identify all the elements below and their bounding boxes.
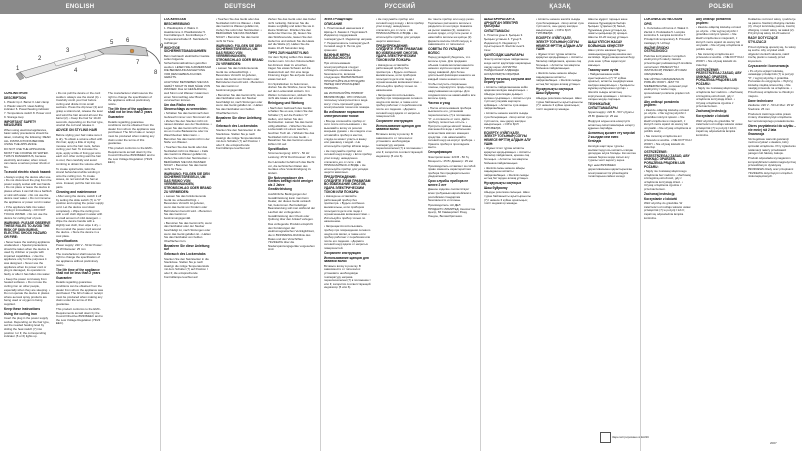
instruction-paragraph: • Запрещается использовать прибор при повреждении сетевого шнура или вилки, а также если прибор работает с перебоями или после его падения. • Держите сетевой шнур вдали от нагретых поверхностей. xyxy=(376,92,423,119)
callout-3: 3 xyxy=(66,48,70,54)
section-divider xyxy=(480,14,481,451)
instruction-paragraph: Włóż wtyczkę do gniazdka. W zależności od rodzaju włosów ustaw przełącznik (7) w pozycji I lub II; zapali się odpowiednia lampka kontrolna. xyxy=(696,118,743,137)
section-heading: СОВЕТЫ ПО УКЛАДКЕ ВОЛОС xyxy=(428,47,464,55)
instruction-paragraph: Details regarding guarantee conditions can be obtained from the dealer from whom the appliance was purchased. The bill of sale or receipt must be produced when making any claim under the terms of this guarantee. xyxy=(108,119,156,146)
section-heading: Чистка и уход xyxy=(428,101,451,106)
section-heading: The life time of the appliance shall not be less than 2 years xyxy=(108,106,153,115)
instruction-paragraph: 1. Пластик ұшы 2. Қысқыш 3. Қысқыш ұстағыш 4. Тұғыр 5. Индикатор 6. Индикатор 7. Ауыстырғыш 8. Желілік сым 9. Ілгек xyxy=(484,33,525,52)
instruction-paragraph: 1. Plastikspitze 2. Walze 3. Haarklemme 4. Plastikständer 5. Kontrolllampe 6. Kontrolllampe 7. Temperaturschalter 8. Netzkabel 9. Aufhänger xyxy=(164,26,209,45)
instruction-paragraph: NIE UŻYWAJ URZĄDZENIA W POBLIŻU WODY. JEST TO NIEBEZPIECZNE, ponieważ prąd elektryczny i woda mogą spowodować porażenie prądem lub pożar. xyxy=(644,76,690,99)
section-heading: Нұсқаулықты сақтаңыз xyxy=(536,86,574,91)
instruction-paragraph: Ausführliche Bedingungen der Gewährleistung kann man beim Dealer, der dieses Gerät verkauft hat, bekommen. Bei beliebiger Beanstandung soll man während der Laufzeit der vorliegenden Gewährleistung den Check oder Quittung über den Ankauf vorlegen. xyxy=(268,192,316,222)
section-heading: LOKÓWKA DO WŁOSÓW xyxy=(644,18,683,21)
instruction-paragraph: Insert the plug in the power supply socket. Depending on the hair type, set the needed heating level by sliding the heat switch (7) into position I or II; the corresponding indicator (5 or 6) lights up. xyxy=(4,316,50,339)
section-heading: Gebrauch des Lockenstabs xyxy=(164,251,206,256)
instruction-paragraph: • Schalten Sie das Gerät nach dem Gebrauch immer vom Stromnetz ab. • Ziehen Sie den Stecker nicht mit nassen Händen aus der Steckdose. • Legen Sie das Gerät nicht an Orte, wo es in eine Badewanne oder ins Waschbecken fallen kann. • Benutzen Sie das Gerät nicht in der Nähe von Wasser. xyxy=(164,111,212,145)
section-heading: ОПИСАНИЕ xyxy=(324,21,343,26)
section-heading: To avoid electric shock hazard: xyxy=(4,170,52,175)
instruction-paragraph: Электр аспаптарын пайдаланған кезде негізгі қауіпсіздік шараларын сақтау керек: АСПАПТЫ ПАЙДАЛАНАР АЛДЫНДА НҰСҚАУЛЫҚТЫ ОҚЫҢЫЗ. xyxy=(484,57,531,76)
english-column-2 xyxy=(56,92,104,447)
instruction-paragraph: • Tauchen Sie das Gerät oder das Netzkabel nicht ins Wasser. • Falls das Gerät ins Wasser gefallen ist, ziehen Sie sofort den Netzstecker. • BERÜHREN SIE DAS WASSER NICHT. • Benutzen Sie das Gerät nicht für Tiere. xyxy=(164,145,210,171)
russian-column-3 xyxy=(428,18,476,449)
callout-5: 5 xyxy=(110,40,114,46)
section-heading: Сохраните инструкцию xyxy=(324,250,361,255)
instruction-paragraph: 1. Plastic tip 2. Barrel 3. Hair clamp 4. Plastic stand 5. Heat-holding indicator 6. Power/heating indicator 7. Temperature switch 8. Power cord 9. Storage loop xyxy=(4,100,51,119)
polish-column-2 xyxy=(696,18,744,449)
section-heading: ШАШ БҰЙРАЛАУҒА АРНАЛҒАН ЭЛЕКТРЛІ ҚЫСҚЫШ xyxy=(484,18,519,29)
section-heading: OPIS xyxy=(644,21,652,26)
section-heading: RADY DOTYCZĄCE STYLIZACJI xyxy=(748,36,778,44)
instruction-paragraph: • Nigdy nie zostawiaj włączonego urządzenia bez nadzoru. • Zachowaj szczególną ostrożność, gdy z urządzenia korzystają dzieci. • Używaj urządzenia zgodnie z przeznaczeniem. xyxy=(696,86,743,109)
section-heading: Okres przydatności do użytku – nie mniej niż 2 lata xyxy=(748,123,796,132)
polish-column-1 xyxy=(644,18,692,449)
section-heading: ҚАУІПСІЗДІК ШАРАЛАРЫ xyxy=(484,52,524,57)
section-heading: Gewährleistung xyxy=(268,187,292,192)
instruction-paragraph: Producent zastrzega sobie prawo zmiany charakterystyk urządzenia bez wcześniejszego powiadomienia. xyxy=(748,111,795,123)
instruction-paragraph: • Не погружайте прибор или сетевой шнур в воду. • Если прибор упал в воду, немедленно отключите его от сети. • НЕ ПРИКАСАЙТЕСЬ К ВОДЕ. • Не используйте прибор для укладки шерсти животных. xyxy=(324,148,372,175)
instruction-paragraph: • Запрещается использовать прибор при повреждении сетевого шнура или вилки, а также если прибор работает с перебоями или после его падения. • Держите сетевой шнур вдали от нагретых поверхностей. xyxy=(324,224,371,250)
callout-6: 6 xyxy=(126,38,130,44)
section-heading: WICHTIGE SICHERHEITSMAßNAHMEN xyxy=(164,45,207,54)
instruction-paragraph: Produkt odpowiada wymaganiom kompatybilności elektromagnetycznej przewidzianym dyrektywą 89/336/EWG Rady oraz przepisami 73/23/EWG dotyczącymi urządzeń niskonapięciowych. xyxy=(748,156,796,179)
english-column-1 xyxy=(4,92,52,447)
section-heading: WARNING: PLEASE OBSERVE THESE RULES TO AVOID THE RISK OF SKIN BURNS, ELECTRIC SHOCK HAZARD OR FIRE: xyxy=(4,220,51,239)
instruction-paragraph: Stecken Sie den Netzstecker in die Steckdose. Stellen Sie je nach Haartyp die nötige Temperaturstufe mit dem Schalter (7) auf Position I oder II; die entsprechende Kontrolllampe leuchtet auf. xyxy=(216,128,262,151)
instruction-paragraph: DO NOT USE THE APPLIANCE MOST THE COURSE OF WATER. THIS IS DANGEROUS, because electricity and water, when mixed, can cause a serious power shock or fire. xyxy=(4,147,51,170)
section-heading: The life time of the appliance shall not be less than 2 years xyxy=(56,267,101,276)
callout-8: 8 xyxy=(154,70,158,76)
instruction-paragraph: Қоректендіру: 220 В - 50 Гц Қуаты: 25 Вт Диаметрі: 25 мм xyxy=(588,110,635,119)
section-heading: Aby uniknąć porażenia prądem: xyxy=(696,18,731,25)
section-heading: Dane techniczne xyxy=(748,98,774,103)
instruction-paragraph: This product conforms to the EMC-Requirements as laid down by the Council Directive 89/336/EEC and to the Low Voltage Regulation (73/23 EEC). xyxy=(56,306,103,326)
section-heading: DESCRIPTION xyxy=(4,95,26,100)
section-heading: BESCHREIBUNG xyxy=(164,21,190,26)
section-heading: Gwarancja xyxy=(748,132,765,137)
instruction-paragraph: Шашты мұқият тараңыз және кішкене бұрымдарға бөліңіз. Қысқыш тұтқасын (3) басып, бұрымның ұшын ұстаңыз да, шашты қысқышқа (2) ораңыз. Шашты 10-20 секунд ұстаңыз. xyxy=(588,18,629,39)
section-heading: OSTRZEŻENIE: PRZESTRZEGAJ ZASAD, ABY UNIKNĄĆ OPARZEŃ, PORAŻENIA PRĄDEM LUB POŻARU: xyxy=(644,150,690,169)
section-heading: Keep these instructions xyxy=(4,306,41,311)
instruction-paragraph: Вставьте вилку в розетку. В зависимости от типа волос установите необходимую температуру нагрева переключателем (7) в положение I или II; загорится соответствующий индикатор (5 или 6). xyxy=(324,263,371,290)
instruction-paragraph: Кепілдік шарттары туралы мәліметтерді осы аспапты сатқан дилерден алуға болады. Кез келген шағым берген кезде сатып алу туралы чекті көрсету керек. xyxy=(588,143,636,163)
section-heading: Использование щипцов для завивки волос xyxy=(376,123,421,132)
section-heading: LOCKENSTAB xyxy=(164,18,186,21)
instruction-paragraph: • Аспапты немесе желілік сымды суға батырмаңыз. • Егер аспап суға түсіп кетсе, оны дереу желіден ажыратыңыз. • СУҒА ҚОЛ ТИГІЗБЕҢІЗ. xyxy=(484,111,532,130)
instruction-paragraph: • Benutzen Sie das Gerät nicht, wenn das Netzkabel oder der Stecker beschädigt ist, nach Störungen oder wenn das Gerät gefallen ist. • Halten Sie das Netzkabel von heißen Oberflächen fern. xyxy=(216,92,264,115)
footer-year: 2007 xyxy=(770,441,777,445)
instruction-paragraph: • Keep the power cord away from heated surfaces. • Do not use the curling iron on other people, especially when they are sleeping. • Do not operate the device in places where aerosol spray products are being used or oxygen is being supplied. xyxy=(4,276,50,306)
deutsch-column-2 xyxy=(216,18,264,449)
instruction-paragraph: • Nigdy nie zostawiaj włączonego urządzenia bez nadzoru. • Zachowaj szczególną ostrożność, gdy z urządzenia korzystają dzieci. • Używaj urządzenia zgodnie z przeznaczeniem. xyxy=(644,169,691,192)
instruction-paragraph: To create spiral locks, twist the strand beforehand while winding it onto the curling iron. To create waves, do not wind all the hair at once. Instead, pull the hair into two parts. xyxy=(56,166,101,189)
instruction-paragraph: Power supply: 220 V - 50 Hz Power: 25 W Diameter: 25 mm xyxy=(56,243,103,251)
instruction-paragraph: НЕ ИСПОЛЬЗУЙТЕ ПРИБОР ВБЛИЗИ ВОДЫ. ЭТО ОПАСНО, поскольку электричество и вода могут стать причиной удара электрическим током или пожара. xyxy=(324,91,370,110)
header-deutsch: DEUTSCH xyxy=(224,4,256,10)
instruction-paragraph: Um Spirallocken zu bekommen, drehen Sie die Strähne, bevor Sie sie auf den Lockenstab wickeln. Um Wellen zu bekommen, wickeln Sie nicht alle Haare auf einmal. xyxy=(268,81,316,101)
section-heading: Korzystanie z lokówki xyxy=(696,114,730,119)
deutsch-column-3 xyxy=(268,18,316,449)
header-english: ENGLISH xyxy=(65,4,95,10)
section-heading: Gebrauch des Lockenstabs xyxy=(216,123,258,128)
instruction-paragraph: Przed stylizacją upewnij się, że włosy są suche. Aby uzyskać efekt objętości cienkich włosów, nałóż trochę pianki u nasady przed kręceniem. xyxy=(748,44,796,63)
instruction-paragraph: Szczegółowe warunki gwarancji można uzyskać u dealera, który sprzedał urządzenie. Przy zgłaszaniu reklamacji należy przedstawić paragon lub fakturę zakupu. xyxy=(748,136,796,156)
instruction-paragraph: • After using the device, switch it off by setting the slide switch (7) to "0" position and unplug the power supply cord. Let the device cool down completely. • Wipe the curling iron with a soft cloth dipped in water with a small amount of mild detergent. • Wipe the device handle with a slightly wet cloth, then wipe it dry. • Do not wind the power cord around the device. • Store the device in a cool place. xyxy=(56,194,104,238)
instruction-paragraph: Stecken Sie den Netzstecker in die Steckdose. Stellen Sie je nach Haartyp die nötige Temperaturstufe mit dem Schalter (7) auf Position I oder II; die entsprechende Kontrolllampe leuchtet auf. xyxy=(164,256,210,279)
section-heading: Korzystanie z lokówki xyxy=(644,196,678,201)
instruction-paragraph: Włóż wtyczkę do gniazdka. W zależności od rodzaju włosów ustaw przełącznik (7) w pozycji I lub II; zapali się odpowiednia lampka kontrolna. xyxy=(644,201,691,220)
instruction-paragraph: • Nie zanurzaj urządzenia ani przewodu w wodzie. • NIE DOTYKAJ WODY. • Nie używaj lokówki do zwierząt. xyxy=(696,51,744,67)
instruction-paragraph: Beim Gebrauch elektrischer Geräte sollen folgende Sicherheitsmaßnahmen getroffen werden: LESEN SIE AUFMERKSAM DIE BEDIENUNGSANLEITUNG VOR DEM GEBRAUCH DES GERÄTS. xyxy=(164,53,212,80)
instruction-paragraph: • Аспапты пайдаланғаннан кейін әрқашан желіден ажыратыңыз. • Айырды розеткадан дымқыл қолмен суырмаңыз. • Аспапты суға түсіп кетуі мүмкін жерлерге қоймаңыз. • Аспапты суға жақын пайдаланбаңыз. xyxy=(484,84,531,111)
deutsch-column-1 xyxy=(164,18,212,449)
instruction-paragraph: • If the appliance falls into water, unplug it immediately. • DO NOT TOUCH WATER. • Do not use the device for curling hair of pets. xyxy=(4,204,48,220)
callout-1: 1 xyxy=(16,66,20,72)
section-heading: Аспаптың қызмет ету мерзімі 2 жылдан кем емес xyxy=(588,131,635,139)
section-heading: Кепілдік xyxy=(588,139,602,144)
instruction-paragraph: Podczas korzystania z urządzeń elektrycznych należy zawsze przestrzegać podstawowych środków ostrożności: PRZECZYTAJ INSTRUKCJĘ PRZED UŻYCIEM URZĄDZENIA. xyxy=(644,53,692,76)
instruction-paragraph: • Никогда не оставляйте работающий прибор без присмотра. • Будьте особенно внимательны, если прибором пользуются дети или люди с ограниченными возможностями. • Используйте прибор только по назначению. xyxy=(324,194,370,224)
instruction-paragraph: • Не погружайте прибор или сетевой шнур в воду. • Если прибор упал в воду, немедленно отключите его от сети. • НЕ ПРИКАСАЙТЕСЬ К ВОДЕ. • Не используйте прибор для укладки шерсти животных. xyxy=(376,18,424,43)
section-heading: IMPORTANT SAFETY MEASURES xyxy=(4,119,37,128)
section-heading: ШАШ ҮЛГІСІН ЖАСАУ БОЙЫНША КЕҢЕСТЕР xyxy=(588,39,624,48)
instruction-paragraph: Stromversorgung: 220 V - 50 Hz Leistung: 25 W Durchmesser: 25 mm xyxy=(268,151,316,159)
instruction-paragraph: This product conforms to the EMC-Requirements as laid down by the Council Directive 89/336/EEC and to the Low Voltage Regulation (73/23 EEC). xyxy=(108,146,155,165)
instruction-paragraph: • Жұмыс істеп тұрған аспапты қараусыз қалдырмаңыз. • Аспапты балалар пайдаланса, ерекше сақ болыңыз. • Аспапты тек мақсаты бойынша пайдаланыңыз. xyxy=(484,146,531,165)
kazakh-column-3 xyxy=(588,18,636,449)
section-heading: ВАЖНЫЕ МЕРЫ БЕЗОПАСНОСТИ xyxy=(324,52,351,61)
section-heading: Reinigung und Wartung xyxy=(268,101,304,106)
instruction-paragraph: ACHTUNG! BETREIBEN SIE DAS GERÄT NICHT IN DER NÄHE VON WASSER. Das ist GEFÄHRLICH, weil Strom und Wasser zusammen einen Stromschlag oder Brand verursachen können. xyxy=(164,80,210,103)
section-heading: Cleaning and maintenance xyxy=(56,189,97,194)
section-divider xyxy=(320,14,321,451)
instruction-paragraph: • Zawsze odłączaj lokówkę od sieci po użyciu. • Nie wyjmuj wtyczki z gniazdka mokrymi rękami. • Nie kładź urządzenia w miejscach, z których może wpaść do wanny lub umywalki. • Nie używaj urządzenia w pobliżu wody. xyxy=(696,25,744,51)
instruction-paragraph: • После использования прибора выключите его, установив переключатель (7) в положение "0", и отключите от сети. Дайте прибору полностью остыть. • Протрите щипцы мягкой тканью, смоченной в воде с небольшим количеством мягкого моющего средства. • Не наматывайте сетевой шнур на корпус прибора. • Храните прибор в прохладном месте. xyxy=(428,105,475,150)
header-kazakh: ҚАЗАҚ xyxy=(549,4,571,10)
instruction-paragraph: • Nie zanurzaj urządzenia ani przewodu w wodzie. • NIE DOTYKAJ WODY. • Nie używaj lokówki do zwierząt. xyxy=(644,134,692,150)
instruction-paragraph: • Nach dem Gebrauch des Geräts schalten Sie es aus, indem Sie den Schalter (7) auf die Position "0" stellen, und ziehen Sie den Netzstecker. Lassen Sie das Gerät völlig abkühlen. • Wischen Sie den Lockenstab mit einem weichen, feuchten Tuch ab. • Wickeln Sie das Netzkabel nicht um das Gerät. • Bewahren Sie das Gerät an einem kühlen Ort auf. xyxy=(268,105,315,146)
section-heading: WAŻNE ŚRODKI OSTROŻNOŚCI xyxy=(644,45,669,54)
kazakh-column-1 xyxy=(484,18,532,449)
header-polish: POLSKI xyxy=(708,4,734,10)
callout-2: 2 xyxy=(38,56,42,62)
instruction-paragraph: Ziehen Sie das Gerät oder das Kabel nicht ruckartig. Kämmen Sie die Haare sorgfältig und teilen Sie sie in kleine Strähnen. Drücken Sie den Hebel der Klemme (3), fassen Sie das Strähnenende, lassen Sie den Hebel los und wickeln Sie die Haare auf die Walze (2). Halten Sie die Haare 10-20 Sekunden lang. xyxy=(268,18,316,50)
instruction-paragraph: Не тяните прибор или шнур резко. Тщательно расчешите волосы и разделите их на пряди. Нажмите на рычаг зажима (3), захватите кончик пряди, отпустите рычаг и намотайте волосы на щипцы (2). Держите волосы 10-20 секунд, в зависимости от типа волос. xyxy=(428,18,475,47)
section-heading: ЕСКЕРТУ: КҮЙІП ҚАЛУ, ЭЛЕКТР ТОГЫНЫҢ СОҒУЫ НЕМЕСЕ ӨРТТІҢ АЛДЫН АЛУ ҮШІН: xyxy=(484,130,531,146)
section-divider xyxy=(640,14,641,451)
instruction-paragraph: Шаш үлгісін жасамас бұрын шашыңыздың құрғақ екеніне көз жеткізіңіз. Жұқа шашқа көлем беру үшін шаш түбіне аздап мусс жағыңыз. xyxy=(588,48,635,67)
instruction-paragraph: Vor dem Styling sollten Ihre Haare trocken sein. Um den Volumeneffekt bei dünnem Haar zu erreichen, tragen Sie etwas Schaum auf die Haarwurzeln auf. Für eine lange Fixierung tragen Sie auf jede Locke etwas Gel auf. xyxy=(268,55,315,81)
section-heading: Во избежание поражения электрическим током: xyxy=(324,110,365,119)
certification-mark xyxy=(600,432,611,443)
section-heading: Электр тогының соғуына жол бермеу үшін: xyxy=(484,76,532,85)
section-heading: Использование щипцов для завивки волос xyxy=(324,255,369,264)
section-heading: Тазалау және күтім xyxy=(588,67,619,72)
instruction-paragraph: Электропитание: 220 В - 50 Гц Мощность: 25 Вт Диаметр: 25 мм xyxy=(428,154,473,163)
section-heading: Guarantee xyxy=(108,114,124,119)
russian-column-1 xyxy=(324,18,372,449)
russian-column-2 xyxy=(376,18,424,449)
section-heading: WARNUNG: FOLGEN SIE DEN SICHERHEITSREGELN, UM DAS RISIKO VON VERBRENNUNGEN, STROMSCHLAG ODER BRAND ZU VERMEIDEN: xyxy=(164,171,212,194)
section-heading: ТЕХНИКАЛЫҚ СИПАТТАМАЛАРЫ xyxy=(588,102,618,110)
section-heading: Using the curling iron xyxy=(4,311,37,316)
section-heading: Спецификация xyxy=(428,150,452,155)
section-heading: Czyszczenie i konserwacja xyxy=(748,63,789,68)
section-heading: СИПАТТАМАСЫ xyxy=(484,28,510,33)
callout-4: 4 xyxy=(74,68,78,74)
instruction-paragraph: • Po użyciu wyłącz lokówkę, ustawiając przełącznik (7) w pozycji "0", i wyjmij wtyczkę z gniazdka. Pozostaw do ostygnięcia. • Wytrzyj lokówkę miękką ściereczką. • Nie nawijaj przewodu na urządzenie. • Przechowuj urządzenie w chłodnym miejscu. xyxy=(748,68,794,98)
instruction-paragraph: Производитель оставляет за собой право изменять характеристики прибора без предварительного уведомления. xyxy=(428,163,476,179)
section-heading: OSTRZEŻENIE: PRZESTRZEGAJ ZASAD, ABY UNIKNĄĆ OPARZEŃ, PORAŻENIA PRĄDEM LUB POŻARU: xyxy=(696,67,742,86)
instruction-paragraph: Чтобы получить спиральные локоны, перекрутите прядь перед накручиванием на щипцы. Для создания волн не наматывайте все волосы сразу. xyxy=(428,81,476,101)
instruction-paragraph: The manufacturer shall reserve the right to change the specification of the appliance without preliminary notice. xyxy=(56,251,101,267)
instruction-paragraph: При использовании электроприборов следует соблюдать основные меры безопасности, включая следующие: ВНИМАТЕЛЬНО ПРОЧИТАЙТЕ ИНСТРУКЦИЮ ПЕРЕД ЭКСПЛУАТАЦИЕЙ ПРИБОРА. xyxy=(324,60,365,91)
instruction-paragraph: Данное изделие соответствует всем требуемым европейским и российским стандартам безопасности и гигиены. xyxy=(428,187,472,203)
instruction-paragraph: When using electrical appliances, basic safety precautions should be taken, including the following: READ ALL INSTRUCTIONS BEFORE USING THE APPLIANCE. xyxy=(4,127,51,147)
instruction-paragraph: Der Hersteller behält sich das Recht vor, die technischen Daten des Gerätes ohne Vorankündigung zu ändern. xyxy=(268,159,315,175)
instruction-paragraph: • Никогда не оставляйте работающий прибор без присмотра. • Будьте особенно внимательны, если прибором пользуются дети или люди с ограниченными возможностями. • Используйте прибор только по назначению. xyxy=(376,62,422,92)
instruction-paragraph: Details regarding guarantee conditions can be obtained from the dealer from whom the appliance was purchased. The bill of sale or receipt must be produced when making any claim under the terms of this guarantee. xyxy=(56,280,104,306)
instruction-paragraph: Производитель: АК ДЕЛ ПРОДАКТС ЛИМИТЕД, Кенсингтон Центр, 66 Хаммерсмит Роад, Лондон, Великобритания. xyxy=(428,203,476,219)
section-heading: Zachowaj instrukcję xyxy=(696,109,727,114)
instruction-paragraph: Zasilanie: 220 V - 50 Hz Moc: 25 W Średnica: 25 mm xyxy=(748,103,794,111)
instruction-paragraph: Вставьте вилку в розетку. В зависимости от типа волос установите необходимую температуру нагрева переключателем (7) в положение I или II; загорится соответствующий индикатор (5 или 6). xyxy=(376,131,423,158)
section-heading: Specifications xyxy=(56,238,78,243)
english-column-3 xyxy=(108,92,156,447)
instruction-paragraph: • Пайдаланғаннан кейін ауыстырғышты (7) "0" күйіне орнатып, аспапты сөндіріңіз және желіден ажыратыңыз. • Қысқышты жұмсақ шүберекпен сүртіңіз. • Желілік сымды аспаптың корпусына орамаңыз. • Аспапты салқын жерде сақтаңыз. xyxy=(588,72,635,102)
callout-9: 9 xyxy=(160,44,164,50)
instruction-paragraph: Before styling your hair make sure it is dry. To obtain a volume effect with thin hair, apply a little of styling mousse onto the hair roots, before curling your hair. To increase the style, apply a little of fixing gel onto each curl. After curling wait the hair to cool, then carefully and avoid combing to obtain the volume effect. xyxy=(56,132,103,166)
callout-7: 7 xyxy=(136,60,140,66)
instruction-paragraph: Өндіруші алдын ала ескертусіз аспаптың сипаттамаларын өзгерту құқығын сақтайды. xyxy=(588,119,635,131)
section-heading: Шаш бұйралау xyxy=(536,91,560,96)
footer-note: Зарегистрировано в ЕАЭС xyxy=(612,435,650,439)
header-russian: РУССКИЙ xyxy=(384,4,416,10)
section-heading: ЭЛЕКТРОЩИПЦЫ xyxy=(324,18,353,21)
instruction-paragraph: • Жұмыс істеп тұрған аспапты қараусыз қалдырмаңыз. • Аспапты балалар пайдаланса, ерекше сақ болыңыз. • Аспапты тек мақсаты бойынша пайдаланыңыз. xyxy=(536,51,583,71)
section-heading: Срок службы прибора не менее 2 лет xyxy=(428,179,469,187)
instruction-paragraph: Айырды розеткаға салыңыз. Шаш түріне байланысты ауыстырғышты (7) I немесе II күйіне орнатыңыз; тиісті индикатор жанады. xyxy=(484,190,531,206)
section-heading: Zachowaj instrukcję xyxy=(644,192,675,197)
instruction-paragraph: • Always unplug the device after use. • Do not disconnect the plug from the power supply socket with wet hands. • Do not place or leave the device in places where it can fall into a bathtub or sink with water. • Do not use the device near water. • Do not immerse the appliance or power cord in water. xyxy=(4,174,52,204)
curling-iron-illustration xyxy=(14,28,166,88)
instruction-paragraph: Перед укладкой убедитесь, что волосы сухие. Для придания объема тонким волосам нанесите немного мусса на корни волос перед завивкой. Для более длительной фиксации нанесите на каждый локон немного геля. xyxy=(428,55,476,81)
instruction-paragraph: • Желілік сымы немесе айыры зақымданған аспапты пайдаланбаңыз. • Желілік сымды ыстық беттерден алшақ ұстаңыз. xyxy=(484,165,529,181)
kazakh-column-2 xyxy=(536,18,584,449)
instruction-paragraph: • Lassen Sie das funktionierende Gerät nie unbeaufsichtigt. • Besondere Vorsicht ist geboten, wenn das Gerät von Kindern oder Behinderten benutzt wird. • Benutzen Sie das Gerät nur bestimmungsgemäß. xyxy=(164,194,212,220)
section-heading: Нұсқаулықты сақтаңыз xyxy=(484,181,522,186)
instruction-paragraph: 1. Пластиковый наконечник 2. Щипцы 3. Зажим 4. Подставка 5. Индикатор поддержания температуры 6. Индикатор нагрева 7. Переключатель температуры 8. Сетевой шнур 9. Петля для хранения xyxy=(324,26,372,52)
section-heading: Bewahren Sie diese Anleitung auf xyxy=(164,243,210,252)
instruction-paragraph: • Желілік сымы немесе айыры зақымданған аспапты пайдаланбаңыз. • Желілік сымды ыстық беттерден алшақ ұстаңыз. xyxy=(536,71,581,86)
section-heading: Die Nutzungsdauer des Gerätes beträgt nicht weniger als 2 Jahre xyxy=(268,175,313,187)
section-heading: ADVICE ON STYLING HAIR xyxy=(56,128,98,133)
instruction-paragraph: Бұл өнім 89/336/EEC директивасымен қарастырылған электромагниттік үйлесімділік талаптарына сәйкес келеді. xyxy=(588,163,632,179)
section-heading: Сохраните инструкцию xyxy=(376,119,413,124)
section-heading: Шаш бұйралау xyxy=(484,185,508,190)
instruction-paragraph: • Аспапты немесе желілік сымды суға батырмаңыз. • Егер аспап суға түсіп кетсе, оны дереу желіден ажыратыңыз. • СУҒА ҚОЛ ТИГІЗБЕҢІЗ. xyxy=(536,18,584,36)
polish-column-3 xyxy=(748,18,796,449)
instruction-paragraph: The manufacturer shall reserve the right to change the specification of the appliance without preliminary notice. xyxy=(108,92,153,106)
section-heading: ПРЕДУПРЕЖДЕНИЕ: СЛЕДУЙТЕ ЭТИМ ПРАВИЛАМ ВО ИЗБЕЖАНИЕ ОЖОГОВ, УДАРА ЭЛЕКТРИЧЕСКИМ ТОКОМ ИЛИ ПОЖАРА: xyxy=(376,43,423,62)
instruction-paragraph: • Lassen Sie das funktionierende Gerät nie unbeaufsichtigt. • Besondere Vorsicht ist geboten, wenn das Gerät von Kindern oder Behinderten benutzt wird. • Benutzen Sie das Gerät nur bestimmungsgemäß. xyxy=(216,66,264,92)
instruction-paragraph: • Zawsze odłączaj lokówkę od sieci po użyciu. • Nie wyjmuj wtyczki z gniazdka mokrymi rękami. • Nie kładź urządzenia w miejscach, z których może wpaść do wanny lub umywalki. • Nie używaj urządzenia w pobliżu wody. xyxy=(644,107,692,134)
instruction-paragraph: Айырды розеткаға салыңыз. Шаш түріне байланысты ауыстырғышты (7) I немесе II күйіне орнатыңыз; тиісті индикатор жанады. xyxy=(536,96,583,111)
section-heading: ПРЕДУПРЕЖДЕНИЕ: СЛЕДУЙТЕ ЭТИМ ПРАВИЛАМ ВО ИЗБЕЖАНИЕ ОЖОГОВ, УДАРА ЭЛЕКТРИЧЕСКИМ ТОКОМ ИЛИ ПОЖАРА: xyxy=(324,175,371,194)
instruction-paragraph: • Tauchen Sie das Gerät oder das Netzkabel nicht ins Wasser. • Falls das Gerät ins Wasser gefallen ist, ziehen Sie sofort den Netzstecker. • BERÜHREN SIE DAS WASSER NICHT. • Benutzen Sie das Gerät nicht für Tiere. xyxy=(216,18,262,43)
instruction-paragraph: Dokładnie rozczesz włosy i podziel je na pasma. Naciśnij dźwignię zacisku (3), chwyć końcówkę pasma, zwolnij dźwignię i nawiń włosy na wałek (2). Przytrzymaj włosy 10-20 sekund. xyxy=(748,18,796,36)
section-heading: Bewahren Sie diese Anleitung auf xyxy=(216,115,262,124)
instruction-paragraph: • Benutzen Sie das Gerät nicht, wenn das Netzkabel oder der Stecker beschädigt ist, nach Störungen oder wenn das Gerät gefallen ist. • Halten Sie das Netzkabel von heißen Oberflächen fern. xyxy=(164,220,212,243)
section-heading: CURLING IRON xyxy=(4,92,28,95)
section-heading: ЕСКЕРТУ: КҮЙІП ҚАЛУ, ЭЛЕКТР ТОГЫНЫҢ СОҒУЫ НЕМЕСЕ ӨРТТІҢ АЛДЫН АЛУ ҮШІН: xyxy=(536,36,583,52)
section-heading: Um das Risiko eines Stromschlags zu vermeiden: xyxy=(164,103,208,111)
instruction-paragraph: • Never leave the working appliance unattended. • Special precautions should be taken when the device is used by children or people with impaired capabilities. • Use the appliance only for the purposes it was designed. • Never use the appliance when its power cord or plug is damaged, its operation is faulty or after it has fallen into water. xyxy=(4,239,51,276)
section-heading: Guarantee xyxy=(56,275,72,280)
instruction-paragraph: 1. Końcówka ochronna 2. Wałek 3. Zacisk 4. Podstawka 5. Lampka kontrolna 6. Lampka kontrolna 7. Przełącznik temperatury 8. Przewód zasilający 9. Uchwyt xyxy=(644,26,691,45)
section-heading: TIPPS ZUR HAARSTYLING xyxy=(268,50,309,55)
instruction-paragraph: Das vorliegende Produkt entspricht den Forderungen der elektromagnetischen Verträglichkeit, die in 89/336/EWG-Richtlinie des Rates und den Vorschriften 73/23/EWG über die Niederspannungsgeräte vorgesehen sind. xyxy=(268,222,315,252)
section-heading: Spezifikation xyxy=(268,146,288,151)
section-heading: WARNUNG: FOLGEN SIE DEN SICHERHEITSREGELN, UM DAS RISIKO VON VERBRENNUNGEN, STROMSCHLAG ODER BRAND ZU VERMEIDEN: xyxy=(216,43,264,66)
instruction-paragraph: • Do not pull the device or the cord sudden: always use the stand (4). • Carefully comb your hair before curling and divide it into small sections. Press the clip lever (3) and grasp a strand end, release the lever and wind the hair around all over the barrel (2). • Keep the hair for 10-20 seconds, depending on the hair type, unwind the curl and release it. xyxy=(56,92,104,128)
instruction-paragraph: • Всегда отключайте прибор от сети после использования. • Не вынимайте вилку из розетки мокрыми руками. • Не кладите и не оставляйте прибор в местах, откуда он может упасть в ванну или раковину с водой. • Не используйте прибор вблизи воды. xyxy=(324,118,372,148)
section-heading: Aby uniknąć porażenia prądem: xyxy=(644,99,679,108)
